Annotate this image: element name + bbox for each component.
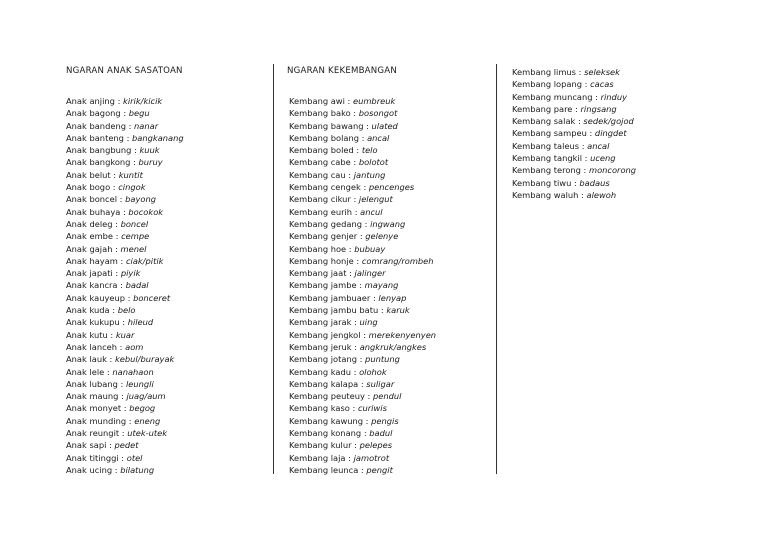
term-label: Kembang gedang : <box>289 218 368 229</box>
list-item <box>289 107 489 119</box>
list-item <box>66 95 266 107</box>
list-item <box>289 439 489 451</box>
list-item <box>66 218 266 230</box>
term-value: ulated <box>371 120 398 131</box>
term-value: alewoh <box>586 189 617 200</box>
term-value: curiwis <box>357 403 387 414</box>
term-label: Kembang terong : <box>512 165 587 176</box>
list-item <box>66 243 266 255</box>
column-heading: NGARAN ANAK SASATOAN <box>66 66 183 76</box>
list-item <box>512 115 732 127</box>
term-label: Anak buhaya : <box>66 206 126 217</box>
column-divider-right <box>496 64 497 474</box>
term-label: Kembang boled : <box>289 145 360 156</box>
term-value: cingok <box>118 182 146 193</box>
term-value: ancal <box>587 140 610 151</box>
list-item <box>289 292 489 304</box>
term-label: Kembang jambuaer : <box>289 292 376 303</box>
list-item <box>289 95 489 107</box>
term-value: pencenges <box>368 182 415 193</box>
term-label: Kembang bawang : <box>289 120 369 131</box>
term-list <box>66 95 266 476</box>
term-label: Kembang kalapa : <box>289 378 364 389</box>
list-item <box>66 329 266 341</box>
list-item <box>289 452 489 464</box>
list-item <box>289 132 489 144</box>
term-label: Kembang cikur : <box>289 194 357 205</box>
list-item <box>289 206 489 218</box>
list-item <box>66 316 266 328</box>
list-item <box>289 464 489 476</box>
term-label: Anak hayam : <box>66 255 124 266</box>
term-value: jelengut <box>358 194 393 205</box>
list-item <box>289 341 489 353</box>
term-value: juag/aum <box>126 391 166 402</box>
term-value: buruy <box>138 157 163 168</box>
term-label: Kembang laja : <box>289 452 351 463</box>
term-value: bolotot <box>358 157 389 168</box>
term-value: comrang/rombeh <box>361 255 434 266</box>
list-item <box>289 402 489 414</box>
term-label: Anak belut : <box>66 169 117 180</box>
list-item <box>289 353 489 365</box>
term-value: cacas <box>590 79 614 90</box>
list-item <box>66 427 266 439</box>
list-item <box>66 206 266 218</box>
term-value: bayong <box>125 194 156 205</box>
term-value: rinduy <box>600 91 627 102</box>
list-item <box>66 120 266 132</box>
term-label: Anak ucing : <box>66 464 118 475</box>
term-label: Anak kauyeup : <box>66 292 131 303</box>
list-item <box>289 230 489 242</box>
term-label: Anak deleg : <box>66 218 118 229</box>
term-label: Kembang kaso : <box>289 403 356 414</box>
list-item <box>66 267 266 279</box>
term-label: Anak bagong : <box>66 108 127 119</box>
term-value: pendul <box>372 391 402 402</box>
term-label: Anak lele : <box>66 366 110 377</box>
term-label: Kembang bolang : <box>289 132 365 143</box>
term-value: kirik/kicik <box>123 96 163 106</box>
term-label: Kembang jengkol : <box>289 329 366 340</box>
term-value: belo <box>117 305 136 316</box>
term-label: Kembang waluh : <box>512 189 584 200</box>
term-label: Kembang salak : <box>512 116 581 127</box>
list-item <box>289 378 489 390</box>
term-value: bangkanang <box>132 132 184 143</box>
term-label: Kembang jaat : <box>289 268 352 279</box>
list-item <box>512 91 732 103</box>
list-item <box>512 127 732 139</box>
term-label: Kembang genjer : <box>289 231 363 242</box>
term-label: Anak munding : <box>66 415 132 426</box>
term-value: badul <box>369 428 393 439</box>
term-value: nanahaon <box>112 366 154 377</box>
term-label: Kembang limus : <box>512 67 582 77</box>
list-item <box>289 316 489 328</box>
list-item <box>289 390 489 402</box>
term-label: Anak japati : <box>66 268 119 279</box>
list-item <box>66 132 266 144</box>
list-item <box>512 78 732 90</box>
list-item <box>512 189 732 201</box>
term-label: Kembang awi : <box>289 96 351 106</box>
term-label: Anak banteng : <box>66 132 130 143</box>
term-value: pelepes <box>359 440 393 451</box>
term-label: Kembang jambu batu : <box>289 305 384 316</box>
term-value: bocokok <box>128 206 164 217</box>
term-label: Kembang kulur : <box>289 440 357 451</box>
term-label: Kembang eurih : <box>289 206 358 217</box>
term-label: Kembang lopang : <box>512 79 588 90</box>
term-value: suligar <box>366 378 395 389</box>
list-item <box>66 415 266 427</box>
term-value: ringsang <box>580 103 617 114</box>
list-item <box>289 304 489 316</box>
term-value: kuntit <box>118 169 143 180</box>
term-value: gelenye <box>365 231 399 242</box>
list-item <box>66 402 266 414</box>
list-item <box>512 66 732 78</box>
list-item <box>512 140 732 152</box>
term-label: Kembang pare : <box>512 103 578 114</box>
term-value: sedek/gojod <box>583 116 634 127</box>
term-value: cempe <box>121 231 150 242</box>
list-item <box>289 218 489 230</box>
list-item <box>66 279 266 291</box>
term-label: Anak bandeng : <box>66 120 132 131</box>
term-value: pedet <box>114 440 139 451</box>
list-item <box>66 181 266 193</box>
term-value: bilatung <box>120 464 155 475</box>
list-item <box>66 255 266 267</box>
term-label: Kembang kadu : <box>289 366 357 377</box>
term-value: nanar <box>134 120 159 131</box>
list-item <box>512 177 732 189</box>
term-label: Kembang taleus : <box>512 140 585 151</box>
term-value: otel <box>126 452 143 463</box>
list-item <box>512 103 732 115</box>
term-value: kuar <box>115 329 135 340</box>
list-item <box>289 144 489 156</box>
list-item <box>66 144 266 156</box>
term-label: Anak lubang : <box>66 378 124 389</box>
term-label: Anak monyet : <box>66 403 127 414</box>
term-value: boncel <box>120 218 149 229</box>
term-label: Anak lanceh : <box>66 341 123 352</box>
term-label: Kembang peuteuy : <box>289 391 371 402</box>
term-value: kebul/burayak <box>115 354 175 365</box>
term-value: begu <box>128 108 150 119</box>
term-value: eumbreuk <box>352 96 396 106</box>
list-item <box>66 390 266 402</box>
term-value: olohok <box>359 366 387 377</box>
term-value: kuuk <box>139 145 160 156</box>
term-label: Kembang bako : <box>289 108 357 119</box>
term-label: Kembang jambe : <box>289 280 363 291</box>
term-value: bosongot <box>358 108 398 119</box>
term-value: jantung <box>353 169 386 180</box>
list-item <box>289 120 489 132</box>
term-value: hileud <box>127 317 154 328</box>
list-item <box>66 169 266 181</box>
list-item <box>512 152 732 164</box>
term-value: mayang <box>364 280 399 291</box>
term-value: pengis <box>371 415 399 426</box>
list-item <box>512 164 732 176</box>
term-label: Anak bogo : <box>66 182 116 193</box>
term-label: Kembang jeruk : <box>289 341 358 352</box>
list-item <box>66 464 266 476</box>
column-kekembangan-continued <box>512 66 732 201</box>
term-value: aom <box>125 341 144 352</box>
column-anak-sasatoan <box>66 66 266 476</box>
term-value: lenyap <box>378 292 407 303</box>
list-item <box>289 156 489 168</box>
term-label: Anak reungit : <box>66 428 125 439</box>
list-item <box>66 452 266 464</box>
term-value: badal <box>125 280 149 291</box>
list-item <box>289 181 489 193</box>
term-value: uceng <box>590 153 616 164</box>
term-value: ciak/pitik <box>125 255 164 266</box>
term-value: uing <box>359 317 378 328</box>
term-value: utek-utek <box>127 428 168 439</box>
term-label: Kembang cengek : <box>289 182 367 193</box>
term-label: Anak bangbung : <box>66 145 137 156</box>
list-item <box>289 279 489 291</box>
term-label: Kembang jarak : <box>289 317 357 328</box>
term-label: Kembang tiwu : <box>512 177 577 188</box>
list-item <box>66 439 266 451</box>
list-item <box>66 230 266 242</box>
term-value: moncorong <box>589 165 637 176</box>
list-item <box>66 193 266 205</box>
column-divider-left <box>273 64 274 474</box>
term-value: telo <box>361 145 378 156</box>
term-list <box>289 95 489 476</box>
term-label: Anak kuda : <box>66 305 116 316</box>
column-kekembangan <box>289 66 489 476</box>
list-item <box>289 427 489 439</box>
list-item <box>289 267 489 279</box>
list-item <box>66 366 266 378</box>
term-label: Kembang konang : <box>289 428 367 439</box>
list-item <box>289 243 489 255</box>
list-item <box>289 255 489 267</box>
list-item <box>289 329 489 341</box>
term-value: eneng <box>134 415 161 426</box>
term-value: menel <box>120 243 147 254</box>
term-value: pengit <box>366 464 393 475</box>
term-label: Anak kukupu : <box>66 317 126 328</box>
term-value: karuk <box>386 305 410 316</box>
term-label: Kembang jotang : <box>289 354 363 365</box>
list-item <box>66 341 266 353</box>
list-item <box>289 366 489 378</box>
term-value: ancul <box>360 206 383 217</box>
term-label: Anak anjing : <box>66 96 121 106</box>
term-value: ancal <box>367 132 390 143</box>
term-value: begog <box>129 403 156 414</box>
term-label: Kembang cabe : <box>289 157 357 168</box>
term-label: Kembang muncang : <box>512 91 598 102</box>
term-value: merekenyenyen <box>368 329 437 340</box>
term-label: Anak sapi : <box>66 440 112 451</box>
term-label: Anak boncel : <box>66 194 123 205</box>
term-label: Kembang tangkil : <box>512 153 588 164</box>
term-label: Anak kutu : <box>66 329 114 340</box>
term-value: piyik <box>120 268 141 279</box>
list-item <box>289 169 489 181</box>
term-label: Kembang honje : <box>289 255 360 266</box>
term-value: jamotrot <box>353 452 390 463</box>
term-value: jalinger <box>354 268 386 279</box>
list-item <box>289 415 489 427</box>
term-value: ingwang <box>370 218 406 229</box>
list-item <box>66 107 266 119</box>
list-item <box>66 304 266 316</box>
term-label: Kembang cau : <box>289 169 352 180</box>
term-label: Anak embe : <box>66 231 119 242</box>
term-label: Anak lauk : <box>66 354 113 365</box>
term-label: Anak titinggi : <box>66 452 125 463</box>
list-item <box>66 156 266 168</box>
term-label: Anak kancra : <box>66 280 123 291</box>
term-value: dingdet <box>594 128 627 139</box>
term-list <box>512 66 732 201</box>
term-value: bonceret <box>133 292 171 303</box>
term-value: seleksek <box>584 67 620 77</box>
list-item <box>66 292 266 304</box>
term-label: Anak bangkong : <box>66 157 136 168</box>
term-label: Kembang leunca : <box>289 464 364 475</box>
term-label: Kembang kawung : <box>289 415 369 426</box>
term-label: Anak gajah : <box>66 243 118 254</box>
term-value: puntung <box>365 354 400 365</box>
list-item <box>66 378 266 390</box>
term-label: Kembang hoe : <box>289 243 352 254</box>
term-label: Kembang sampeu : <box>512 128 593 139</box>
term-value: angkruk/angkes <box>359 341 427 352</box>
list-item <box>289 193 489 205</box>
term-value: leungli <box>125 378 154 389</box>
term-label: Anak maung : <box>66 391 124 402</box>
term-value: badaus <box>579 177 610 188</box>
column-heading: NGARAN KEKEMBANGAN <box>287 66 397 76</box>
term-value: bubuay <box>354 243 386 254</box>
list-item <box>66 353 266 365</box>
